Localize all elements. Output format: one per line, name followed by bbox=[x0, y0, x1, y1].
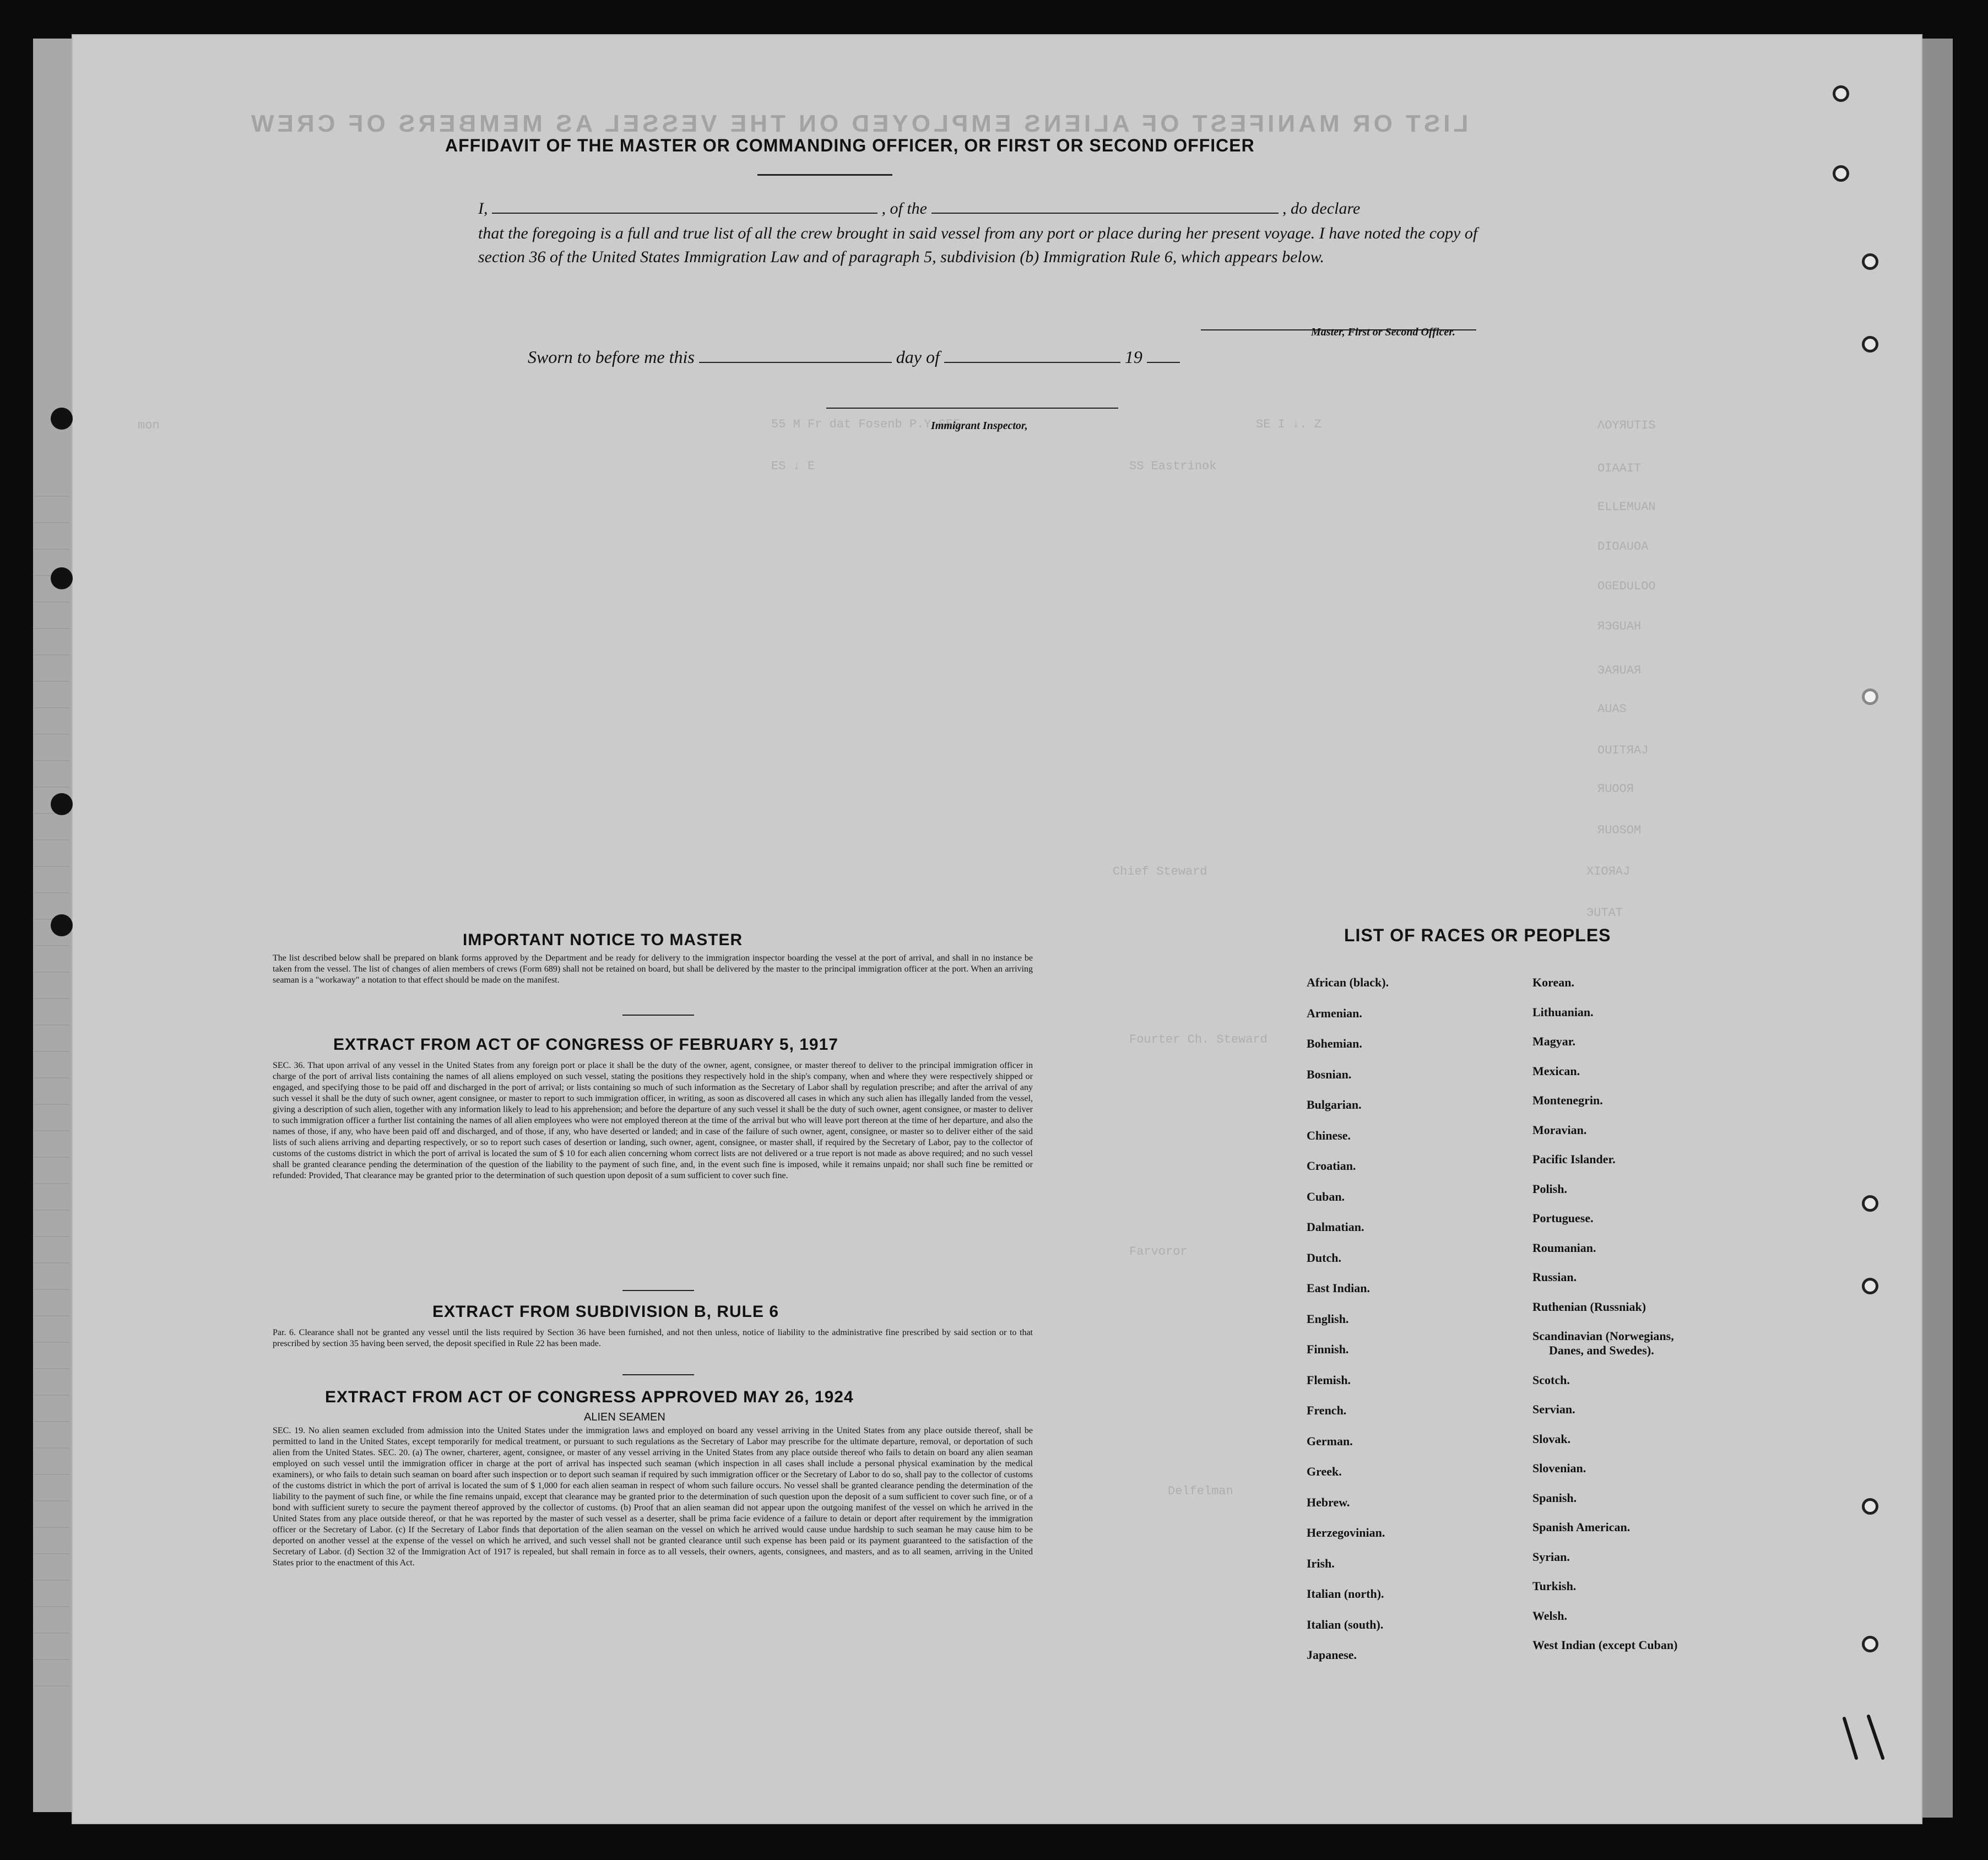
extract-1917-text: SEC. 36. That upon arrival of any vessel in the United States from any foreign port or place it shall be the duty of the owner, agent, consignee, or master thereof to deliver to the principal immigration officer in charge of the port of arrival lists containing the names of all aliens employed on such vessel, stating the positions they respectively hold in the ship's company, when and where they were respectively shipped or engaged, and specifying those to be paid off and discharged in the port of arrival; or lists containing so much of such information as the Secretary of Labor shall by regulation prescribe; and after the arrival of any such vessel it shall be the duty of such owner, agent consignee, or master to report to such immigration officer, in writing, as soon as discovered all cases in which any such alien has illegally landed from the vessel, giving a description of such alien, together with any information likely to lead to his apprehension; and before the departure of any such vessel it shall be the duty of such owner, agent consignee, or master to deliver to such immigration officer a further list containing the names of all alien employees who were not employed thereon at the time of the arrival but who will leave port thereon at the time of her departure, and also the names of those, if any, who have been paid off and discharged, and of those, if any, who have deserted or landed; and in case of the failure of such owner, agent, consignee, or master so to deliver either of the said lists of such aliens arriving and departing respectively, or so to report such cases of desertion or landing, such owner, agent, consignee, or master shall, if required by the Secretary of Labor, pay to the collector of customs of the customs district in which the port of arrival is located the sum of $ 10 for each alien concerning whom correct lists are not delivered or a true report is not made as above required; and no such vessel shall be granted clearance pending the determination of the question of the liability to the payment of such fine, and, in the event such fine is imposed, while it remains unpaid; nor shall such fine be remitted or refunded: Provided, That clearance may be granted prior to the determination of such question upon deposit of a sum sufficient to cover such fine. bbox=[273, 1061, 1033, 1180]
race-item: German. bbox=[1307, 1434, 1353, 1448]
extract-1924-text: SEC. 19. No alien seamen excluded from admission into the United States under the immigration laws and employed on board any vessel arriving in the United States from any place outside thereof, shall be permitted to land in the United States, except temporarily for medical treatment, or pursuant to such regulations as the Secretary of Labor may prescribe for the ultimate departure, removal, or deportation of such alien from the United States. SEC. 20. (a) The owner, charterer, agent, consignee, or master of any vessel arriving in the United States from any place outside thereof who fails to detain on board any alien seaman employed on such vessel until the immigration officer in charge at the port of arrival has inspected such seaman (which inspection in all cases shall include a personal physical examination by the medical examiners), or who fails to detain such seaman on board after such inspection or to deport such seaman if required by such immigration officer or the Secretary of Labor to do so, shall pay to the collector of customs of the customs district in which the port of arrival is located the sum of $ 1,000 for each alien seaman in respect of whom such failure occurs. No vessel shall be granted clearance pending the determination of the liability to the payment of such fine, or while the fine remains unpaid, except that clearance may be granted prior to the determination of such question upon the deposit of a sum sufficient to cover such fine, or of a bond with sufficient surety to secure the payment thereof approved by the collector of customs. (b) Proof that an alien seaman did not appear upon the outgoing manifest of the vessel on which he arrived in the United States from any place outside thereof, or that he was reported by the master of such vessel as a deserter, shall be prima facie evidence of a failure to detain or deport after requirement by the immigration officer or the Secretary of Labor. (c) If the Secretary of Labor finds that deportation of the alien seaman on the vessel on which he arrived would cause undue hardship to such seaman he may cause him to be deported on another vessel at the expense of the vessel on which he arrived, and such vessel shall not be granted clearance until such expense has been paid or its payment guaranteed to the satisfaction of the Secretary of Labor. (d) Section 32 of the Immigration Act of 1917 is repealed, but shall remain in force as to all vessels, their owners, agents, consignees, and masters, and as to all seamen, arriving in the United States prior to the enactment of this Act. bbox=[273, 1426, 1033, 1568]
race-item: East Indian. bbox=[1307, 1281, 1370, 1295]
race-item: Italian (north). bbox=[1307, 1587, 1384, 1601]
punch-hole bbox=[1862, 253, 1878, 270]
vessel-name-blank[interactable] bbox=[931, 200, 1279, 214]
handwritten-page-mark bbox=[1834, 1713, 1895, 1763]
race-item: Hebrew. bbox=[1307, 1495, 1350, 1509]
race-item: Montenegrin. bbox=[1532, 1093, 1603, 1107]
affidavit-title: AFFIDAVIT OF THE MASTER OR COMMANDING OFFICER, OR FIRST OR SECOND OFFICER bbox=[445, 135, 1255, 155]
sworn-day-label: day of bbox=[896, 347, 940, 367]
race-item: Cuban. bbox=[1307, 1189, 1345, 1203]
race-item: Magyar. bbox=[1532, 1034, 1576, 1048]
extract-1917-title: EXTRACT FROM ACT OF CONGRESS OF FEBRUARY 5, 1917 bbox=[333, 1035, 838, 1054]
binding-hole bbox=[51, 567, 73, 589]
race-item: Croatian. bbox=[1307, 1159, 1356, 1173]
race-item: Moravian. bbox=[1532, 1122, 1587, 1137]
race-item: Bulgarian. bbox=[1307, 1098, 1362, 1111]
punch-hole bbox=[1862, 1636, 1878, 1652]
race-item: Portuguese. bbox=[1532, 1211, 1594, 1225]
inspector-label: Immigrant Inspector, bbox=[931, 420, 1028, 432]
binding-hole bbox=[51, 793, 73, 815]
race-item: Mexican. bbox=[1532, 1064, 1580, 1078]
race-item: West Indian (except Cuban) bbox=[1532, 1638, 1678, 1652]
subdivision-b-text: Par. 6. Clearance shall not be granted any vessel until the lists required by Section 36 have been furnished, and not then unless, notice of liability to the administrative fine prescribed by said section or to that prescribed by section 35 having been served, the deposit specified in Rule 22 has been made. bbox=[273, 1328, 1033, 1348]
race-item: Syrian. bbox=[1532, 1549, 1570, 1564]
sworn-year: 19 bbox=[1124, 347, 1142, 367]
race-item: Slovak. bbox=[1532, 1431, 1571, 1446]
race-item: Bohemian. bbox=[1307, 1037, 1362, 1050]
punch-hole bbox=[1833, 165, 1849, 182]
race-item: Welsh. bbox=[1532, 1608, 1567, 1623]
binding-hole bbox=[51, 408, 73, 430]
race-item: Servian. bbox=[1532, 1402, 1575, 1416]
race-item: Lithuanian. bbox=[1532, 1005, 1594, 1019]
page-edge bbox=[1922, 39, 1953, 1818]
punch-hole bbox=[1833, 85, 1849, 102]
race-item: Polish. bbox=[1532, 1181, 1567, 1196]
race-item: Russian. bbox=[1532, 1270, 1577, 1284]
sworn-line bbox=[528, 347, 1180, 367]
punch-hole bbox=[1862, 688, 1878, 705]
of-the-label: , of the bbox=[881, 199, 927, 218]
sworn-month-blank[interactable] bbox=[944, 350, 1120, 363]
race-item: Dutch. bbox=[1307, 1250, 1341, 1265]
race-item: Spanish American. bbox=[1532, 1520, 1631, 1534]
race-item: Chinese. bbox=[1307, 1128, 1351, 1142]
extract-1924-title: EXTRACT FROM ACT OF CONGRESS APPROVED MAY 26, 1924 bbox=[325, 1388, 854, 1406]
binding-hole bbox=[51, 914, 73, 936]
section-divider bbox=[622, 1290, 694, 1291]
officer-name-blank[interactable] bbox=[492, 200, 877, 214]
race-item: Flemish. bbox=[1307, 1373, 1351, 1387]
races-title: LIST OF RACES OR PEOPLES bbox=[1344, 925, 1611, 945]
race-item: Slovenian. bbox=[1532, 1461, 1586, 1475]
affidavit-body: that the foregoing is a full and true list of all the crew brought in said vessel from any port or place during her present voyage. I have noted the copy of section 36 of the United States Immigration Law and of paragraph 5, subdivision (b) Immigration Rule 6, which appears below. bbox=[478, 224, 1478, 266]
race-item: Finnish. bbox=[1307, 1342, 1349, 1356]
subdivision-b-title: EXTRACT FROM SUBDIVISION B, RULE 6 bbox=[432, 1303, 779, 1321]
race-item: English. bbox=[1307, 1311, 1349, 1326]
sworn-day-blank[interactable] bbox=[699, 350, 892, 363]
race-item: Irish. bbox=[1307, 1556, 1335, 1570]
affidavit-declaration-line bbox=[478, 199, 1360, 218]
title-rule bbox=[757, 174, 892, 176]
race-item: African (black). bbox=[1307, 975, 1389, 989]
race-item: Herzegovinian. bbox=[1307, 1526, 1385, 1539]
punch-hole bbox=[1862, 1498, 1878, 1515]
race-item: French. bbox=[1307, 1403, 1347, 1417]
sworn-prefix: Sworn to before me this bbox=[528, 347, 695, 367]
race-item: Roumanian. bbox=[1532, 1240, 1596, 1255]
section-divider bbox=[622, 1374, 694, 1375]
punch-hole bbox=[1862, 336, 1878, 353]
race-item: Greek. bbox=[1307, 1465, 1342, 1478]
race-item: Bosnian. bbox=[1307, 1067, 1352, 1081]
do-declare-label: , do declare bbox=[1282, 199, 1361, 218]
section-divider bbox=[622, 1015, 694, 1016]
race-item: Turkish. bbox=[1532, 1579, 1577, 1593]
i-label: I, bbox=[478, 199, 488, 218]
extract-1924-subtitle: ALIEN SEAMEN bbox=[584, 1411, 665, 1423]
race-item: Armenian. bbox=[1307, 1006, 1362, 1020]
notice-text: The list described below shall be prepared on blank forms approved by the Department and be ready for delivery to the immigration inspector boarding the vessel at the port of arrival, and shall in no instance be taken from the vessel. The list of changes of alien members of crews (Form 689) shall not be retained on board, but shall be delivered by the master to the principal immigration officer at the port. When an arriving seaman is a "workaway" a notation to that effect should be made on the manifest. bbox=[273, 953, 1033, 985]
race-item: Japanese. bbox=[1307, 1648, 1357, 1662]
race-item: Danes, and Swedes). bbox=[1549, 1343, 1654, 1357]
punch-hole bbox=[1862, 1195, 1878, 1212]
race-item: Ruthenian (Russniak) bbox=[1532, 1299, 1646, 1314]
bleed-through-header: LIST OR MANIFEST OF ALIENS EMPLOYED ON THE VESSEL AS MEMBERS OF CREW bbox=[248, 110, 1469, 137]
punch-hole bbox=[1862, 1278, 1878, 1294]
race-item: Dalmatian. bbox=[1307, 1220, 1364, 1234]
race-item: Italian (south). bbox=[1307, 1617, 1384, 1631]
sworn-year-blank[interactable] bbox=[1147, 350, 1180, 363]
ledger-grid bbox=[34, 496, 69, 1707]
race-item: Scotch. bbox=[1532, 1373, 1570, 1387]
inspector-signature-line[interactable] bbox=[826, 408, 1118, 409]
master-label: Master, First or Second Officer. bbox=[1311, 326, 1455, 338]
race-item: Spanish. bbox=[1532, 1490, 1577, 1505]
race-item: Scandinavian (Norwegians, bbox=[1532, 1329, 1674, 1343]
race-item: Pacific Islander. bbox=[1532, 1152, 1616, 1166]
race-item: Korean. bbox=[1532, 975, 1574, 989]
notice-title: IMPORTANT NOTICE TO MASTER bbox=[463, 931, 743, 949]
